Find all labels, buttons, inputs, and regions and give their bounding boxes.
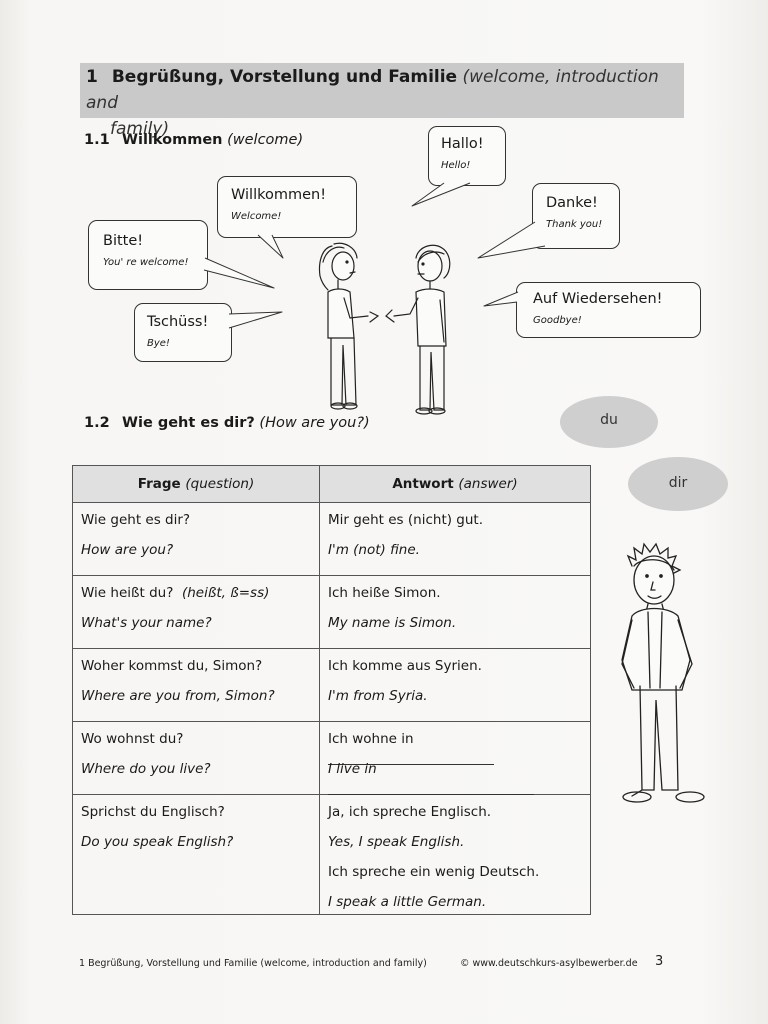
bubble-tail-willkommen — [258, 235, 283, 258]
answer-cell: Ja, ich spreche Englisch. Yes, I speak English. Ich spreche ein wenig Deutsch. I speak a little German. — [320, 795, 591, 915]
speech-bubble-hallo: Hallo! Hello! — [428, 126, 506, 186]
speech-bubble-tschuess: Tschüss! Bye! — [134, 303, 232, 362]
speech-bubble-auf-wiedersehen: Auf Wiedersehen! Goodbye! — [516, 282, 701, 338]
chapter-gloss-cont: family) — [110, 119, 170, 139]
table-row — [73, 576, 591, 649]
page-number: 3 — [655, 954, 664, 969]
answer-cell: Mir geht es (nicht) gut. I'm (not) fine. — [320, 503, 591, 576]
column-header-answer: Antwort (answer) — [320, 466, 591, 503]
spelling-note: (heißt, ß=ss) — [181, 585, 270, 601]
du-bubble: du — [560, 396, 658, 448]
simon-figure — [622, 544, 704, 802]
table-row — [73, 503, 591, 576]
question-cell: Wo wohnst du? Where do you live? — [73, 722, 320, 795]
table-row — [73, 722, 591, 795]
section-heading-1-2: 1.2 Wie geht es dir? (How are you?) — [84, 415, 370, 431]
footer-chapter-title: 1 Begrüßung, Vorstellung und Familie (welcome, introduction and family) — [79, 958, 427, 969]
answer-cell: Ich wohne in I live in — [320, 722, 591, 795]
chapter-number: 1 — [86, 67, 98, 87]
table-row — [73, 649, 591, 722]
question-answer-table — [72, 465, 591, 915]
question-cell: Wie geht es dir? How are you? — [73, 503, 320, 576]
bubble-tail-bitte — [204, 258, 274, 288]
table-row — [73, 795, 591, 915]
question-cell: Wie heißt du? (heißt, ß=ss) What's your name? — [73, 576, 320, 649]
speech-bubble-bitte: Bitte! You' re welcome! — [88, 220, 208, 290]
answer-cell: Ich komme aus Syrien. I'm from Syria. — [320, 649, 591, 722]
woman-figure — [320, 243, 379, 409]
chapter-gloss: (welcome, introduction and — [86, 67, 659, 113]
chapter-title-text: Begrüßung, Vorstellung und Familie — [111, 67, 458, 87]
footer-copyright: © www.deutschkurs-asylbewerber.de — [460, 958, 638, 969]
bubble-tail-hallo — [412, 183, 470, 206]
section-heading-1-1: 1.1 Willkommen (welcome) — [84, 132, 304, 148]
table-header-row — [73, 466, 591, 503]
fill-in-blank-live[interactable] — [328, 779, 534, 795]
speech-bubble-willkommen: Willkommen! Welcome! — [217, 176, 357, 238]
bubble-tail-wiedersehen — [484, 292, 518, 306]
dir-bubble: dir — [628, 457, 728, 511]
answer-cell: Ich heiße Simon. My name is Simon. — [320, 576, 591, 649]
question-cell: Woher kommst du, Simon? Where are you from, Simon? — [73, 649, 320, 722]
column-header-question: Frage (question) — [73, 466, 320, 503]
bubble-tail-danke — [478, 222, 545, 258]
bubble-tail-tschuess — [229, 312, 282, 328]
speech-bubble-danke: Danke! Thank you! — [532, 183, 620, 249]
man-figure — [386, 245, 450, 414]
question-cell: Sprichst du Englisch? Do you speak English? — [73, 795, 320, 915]
